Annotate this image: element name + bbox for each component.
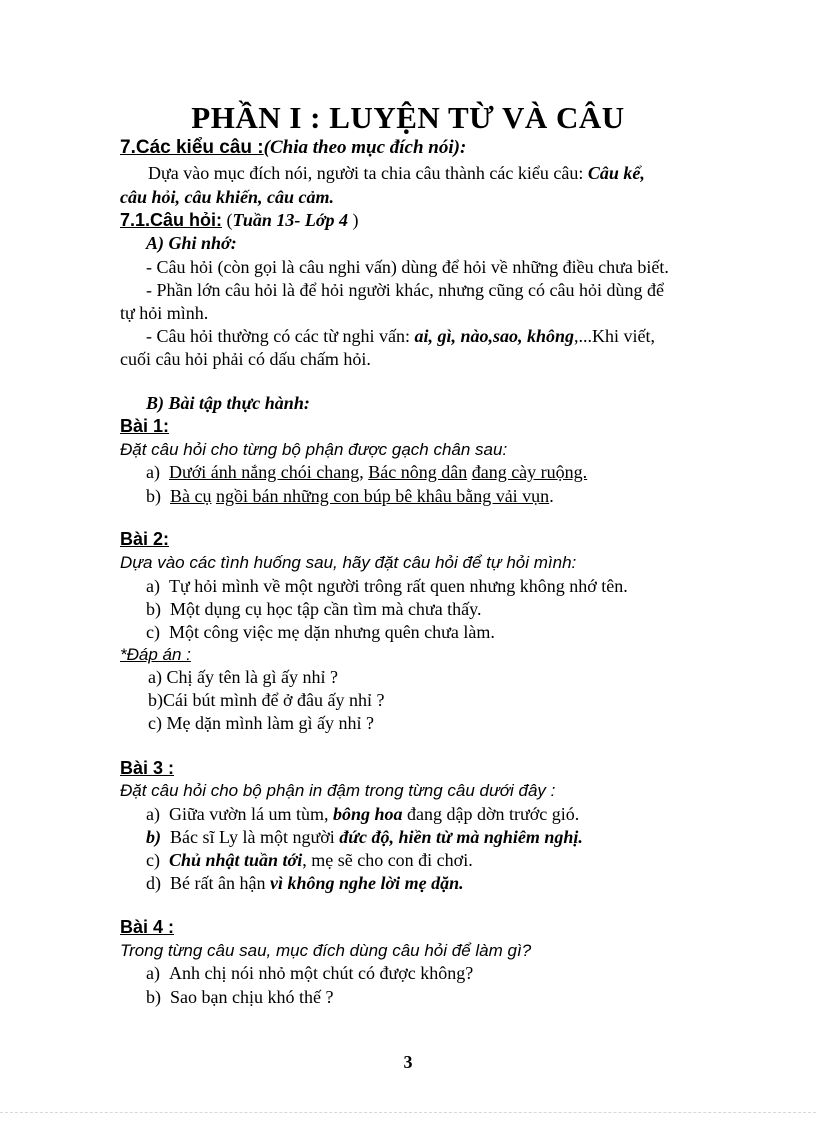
exercise-2-item-a: a) Tự hỏi mình về một người trông rất quen nhưng không nhớ tên.: [146, 576, 628, 596]
exercise-1-label: Bài 1:: [120, 416, 170, 436]
remember-rule-1: - Câu hỏi (còn gọi là câu nghi vấn) dùng để hỏi về những điều chưa biết.: [146, 257, 669, 277]
page-number: 3: [403, 1052, 413, 1072]
exercise-3-label: Bài 3 :: [120, 758, 175, 778]
exercise-2-label: Bài 2:: [120, 529, 170, 549]
exercise-3-item-c: c) Chủ nhật tuần tới, mẹ sẽ cho con đi chơi.: [146, 850, 473, 870]
practice-heading: B) Bài tập thực hành:: [146, 393, 310, 413]
exercise-4-item-b: b) Sao bạn chịu khó thế ?: [146, 987, 334, 1007]
exercise-2-instruction: Dựa vào các tình huống sau, hãy đặt câu hỏi để tự hỏi mình:: [120, 553, 577, 572]
section-7-intro-line1: Dựa vào mục đích nói, người ta chia câu thành các kiểu câu: Câu kể,: [148, 163, 645, 183]
exercise-2-item-b: b) Một dụng cụ học tập cần tìm mà chưa thấy.: [146, 599, 482, 619]
remember-rule-4: cuối câu hỏi phải có dấu chấm hỏi.: [120, 349, 371, 369]
exercise-2-item-c: c) Một công việc mẹ dặn nhưng quên chưa làm.: [146, 622, 495, 642]
exercise-4-instruction: Trong từng câu sau, mục đích dùng câu hỏi để làm gì?: [120, 941, 532, 960]
section-7-1-heading: 7.1.Câu hỏi: (Tuần 13- Lớp 4 ): [120, 210, 359, 230]
exercise-4-label: Bài 4 :: [120, 917, 175, 937]
section-7-intro-line2: câu hỏi, câu khiến, câu cảm.: [120, 187, 335, 207]
exercise-2-answer-a: a) Chị ấy tên là gì ấy nhỉ ?: [148, 667, 338, 687]
page-title: PHẦN I : LUYỆN TỪ VÀ CÂU: [191, 100, 625, 135]
remember-rule-2a: - Phần lớn câu hỏi là để hỏi người khác, nhưng cũng có câu hỏi dùng để: [146, 280, 664, 300]
remember-rule-2b: tự hỏi mình.: [120, 303, 209, 323]
exercise-3-item-a: a) Giữa vườn lá um tùm, bông hoa đang dập dờn trước gió.: [146, 804, 580, 824]
exercise-2-answer-c: c) Mẹ dặn mình làm gì ấy nhỉ ?: [148, 713, 374, 733]
section-7-heading: 7.Các kiểu câu :(Chia theo mục đích nói):: [120, 137, 467, 158]
exercise-1-item-b: b) Bà cụ ngồi bán những con búp bê khâu bằng vải vụn.: [146, 486, 554, 506]
exercise-2-answer-b: b)Cái bút mình để ở đâu ấy nhỉ ?: [148, 690, 385, 710]
exercise-3-instruction: Đặt câu hỏi cho bộ phận in đậm trong từng câu dưới đây :: [120, 781, 556, 800]
exercise-1-item-a: a) Dưới ánh nắng chói chang, Bác nông dân đang cày ruộng.: [146, 462, 588, 482]
page-footer-divider: [0, 1112, 816, 1113]
exercise-3-item-b: b) Bác sĩ Ly là một người đức độ, hiền từ mà nghiêm nghị.: [146, 827, 583, 847]
remember-rule-3: - Câu hỏi thường có các từ nghi vấn: ai, gì, nào,sao, không,...Khi viết,: [146, 326, 656, 346]
exercise-2-answer-label: *Đáp án :: [120, 645, 191, 664]
exercise-1-instruction: Đặt câu hỏi cho từng bộ phận được gạch chân sau:: [120, 440, 508, 459]
exercise-3-item-d: d) Bé rất ân hận vì không nghe lời mẹ dặn.: [146, 873, 464, 893]
exercise-4-item-a: a) Anh chị nói nhỏ một chút có được không?: [146, 963, 474, 983]
remember-heading: A) Ghi nhớ:: [146, 233, 237, 253]
